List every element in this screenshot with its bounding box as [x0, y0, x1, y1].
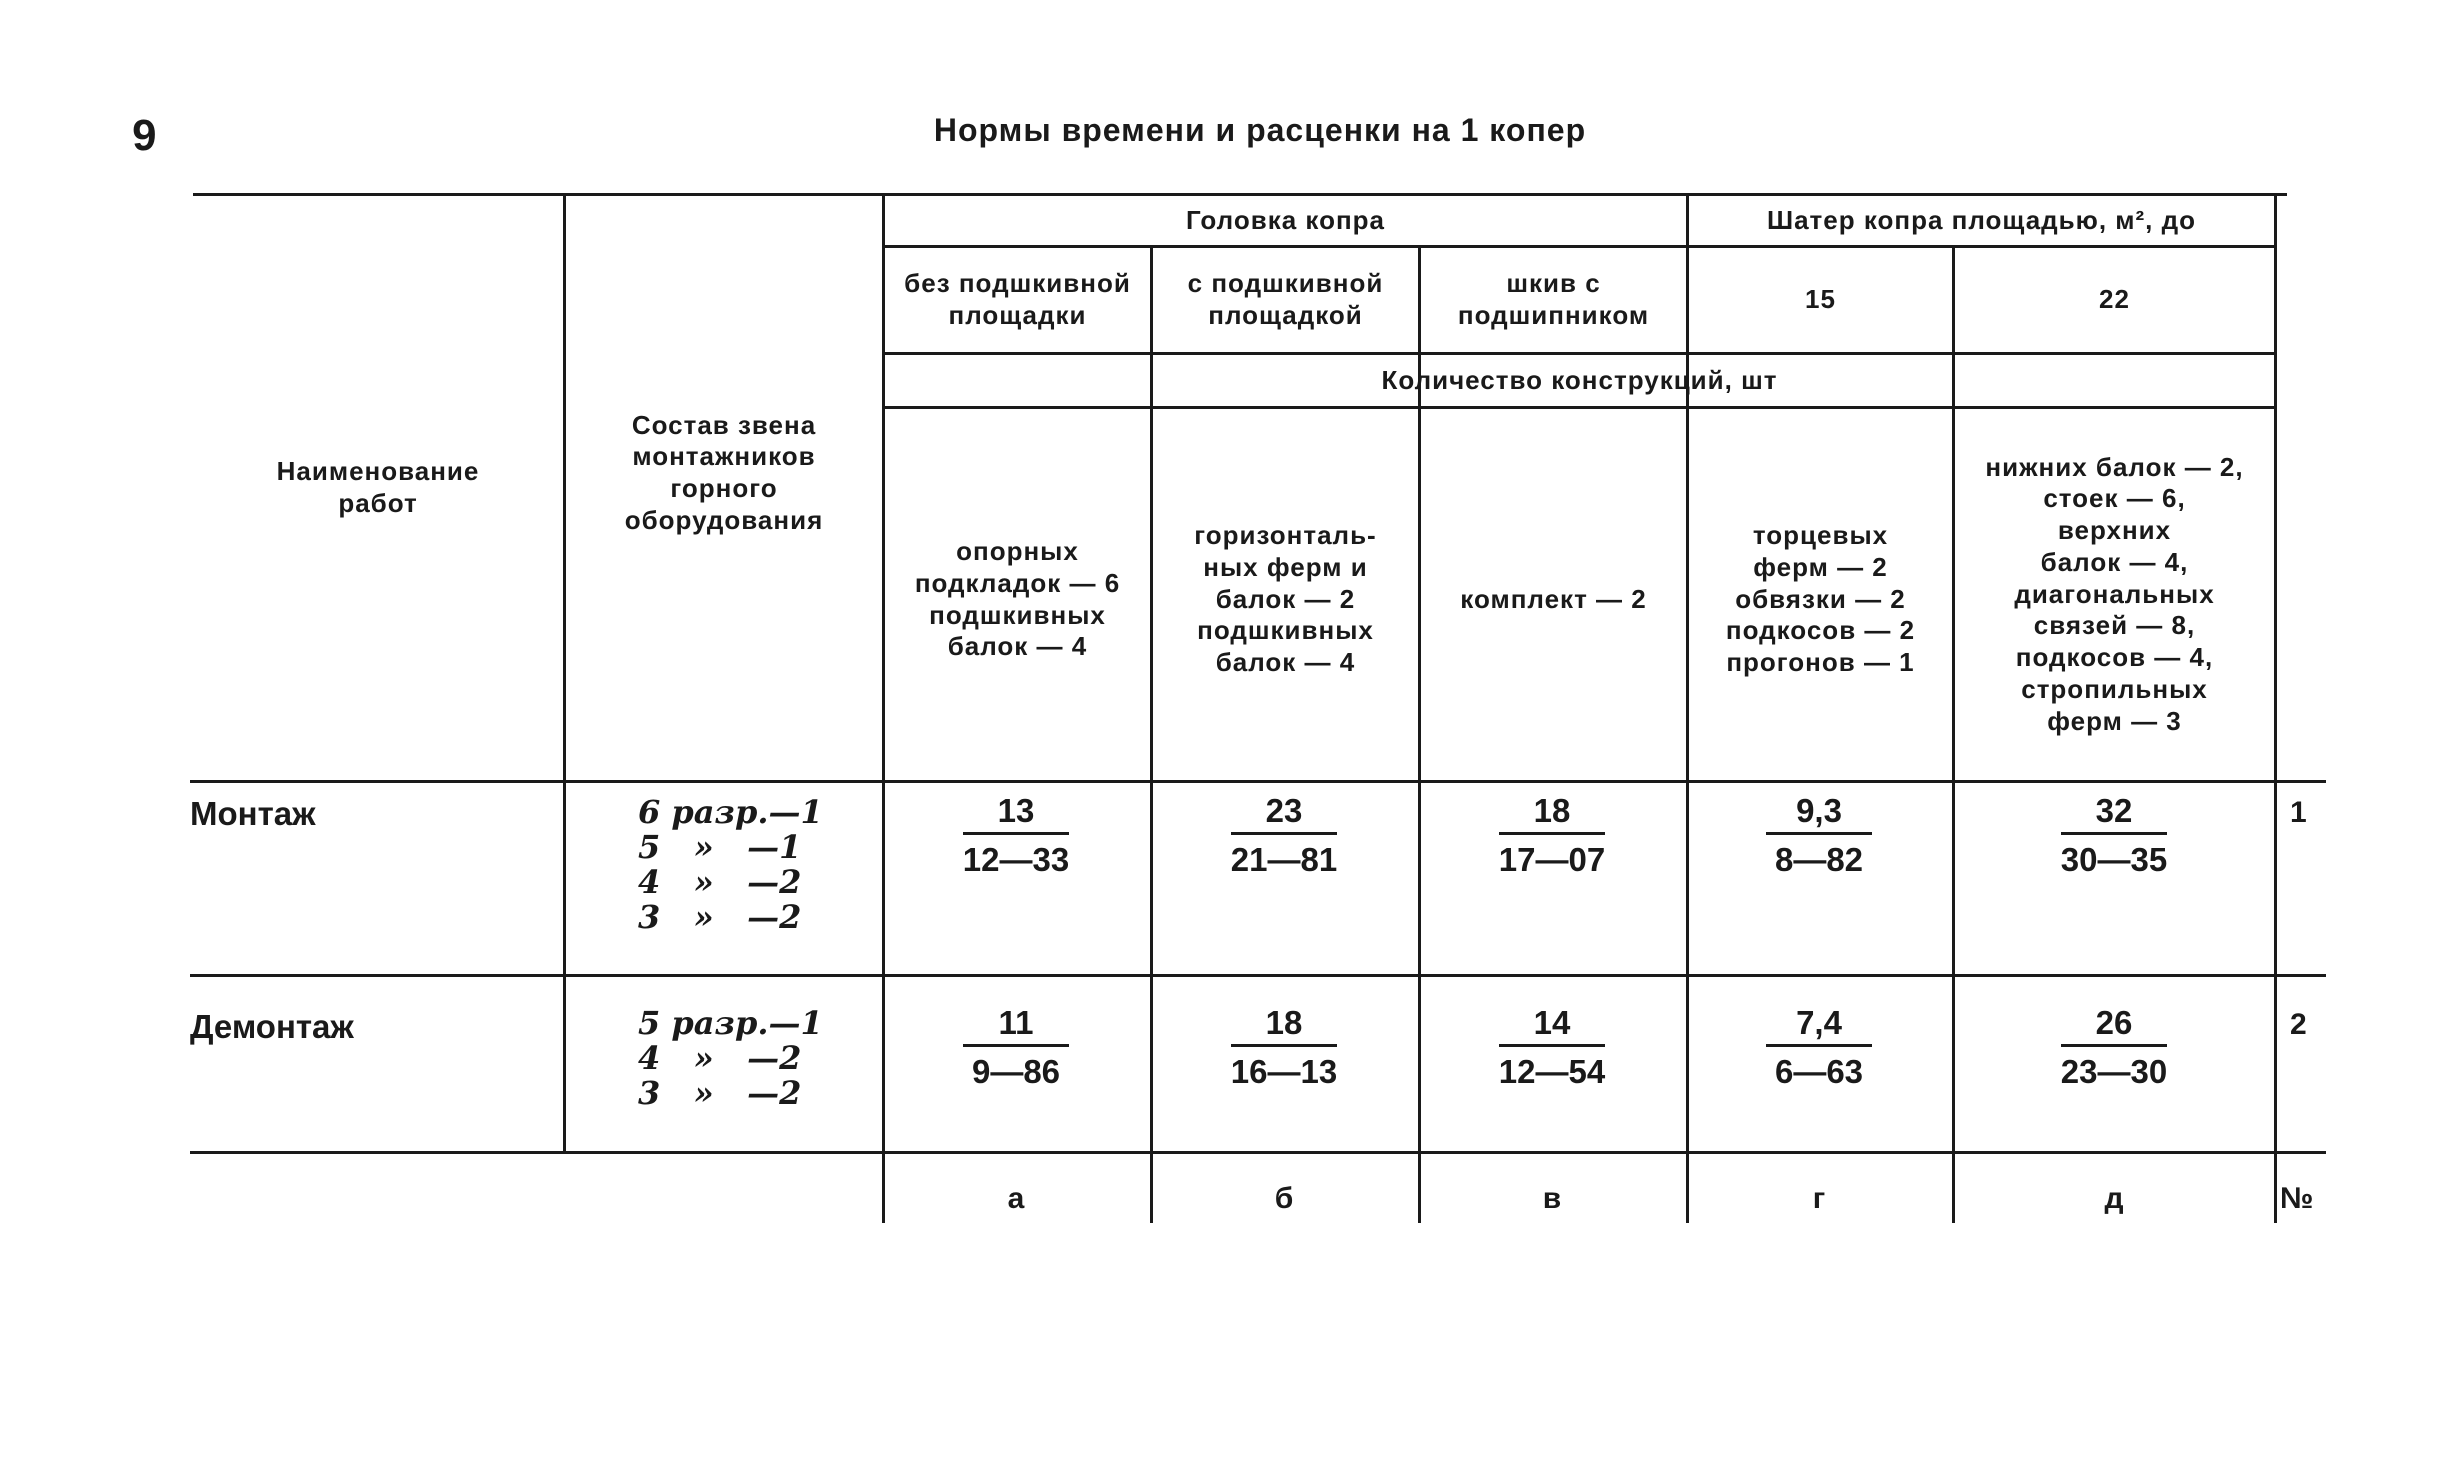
- header-col-d: 15: [1805, 284, 1836, 315]
- fraction-bar: [1231, 1044, 1337, 1047]
- row1-number: 1: [2290, 796, 2307, 829]
- price-value: 12—54: [1498, 1053, 1606, 1090]
- norm-value: 18: [1533, 792, 1571, 829]
- row2-value-b: [1154, 1004, 1414, 1091]
- fraction-bar: [963, 1044, 1069, 1047]
- crew-line: 5 разр.—1: [638, 1004, 823, 1042]
- price-value: 8—82: [1774, 841, 1864, 878]
- page-number: 6: [132, 110, 157, 159]
- norm-value: 23: [1265, 792, 1303, 829]
- row1-bottom-rule: [190, 974, 2326, 977]
- row2-number: 2: [2290, 1008, 2307, 1041]
- price-value: 30—35: [2060, 841, 2168, 878]
- header-quantity-label: Количество конструкций, шт: [1381, 364, 1778, 395]
- col-divider-number: [2274, 193, 2277, 1223]
- quantity-col-b: горизонталь- ных ферм и балок — 2 подшкивных балок — 4: [1194, 520, 1377, 678]
- header-crew: Состав звена монтажников горного оборудования: [624, 409, 824, 535]
- crew-line: 6 разр.—1: [638, 793, 823, 831]
- norm-value: 13: [997, 792, 1035, 829]
- price-value: 17—07: [1498, 841, 1606, 878]
- row1-value-a: [886, 792, 1146, 879]
- fraction-bar: [2061, 832, 2167, 835]
- price-value: 16—13: [1230, 1053, 1338, 1090]
- crew-line: 3 » —2: [638, 1074, 802, 1112]
- price-value: 9—86: [971, 1053, 1061, 1090]
- quantity-col-d: торцевых ферм — 2 обвязки — 2 подкосов — 2 прогонов — 1: [1725, 520, 1916, 678]
- norm-value: 32: [2095, 792, 2133, 829]
- row2-value-c: [1422, 1004, 1682, 1091]
- fraction-bar: [1499, 832, 1605, 835]
- norm-value: 18: [1265, 1004, 1303, 1041]
- fraction-bar: [1766, 832, 1872, 835]
- page-title: Нормы времени и расценки на 1 копер: [933, 112, 1587, 148]
- fraction-bar: [1766, 1044, 1872, 1047]
- row2-bottom-rule: [190, 1151, 2326, 1154]
- quantity-col-a: опорных подкладок — 6 подшкивных балок — 4: [914, 536, 1121, 662]
- fraction-bar: [1231, 832, 1337, 835]
- row1-value-c: [1422, 792, 1682, 879]
- number-label: №: [2280, 1182, 2314, 1215]
- header-col-e: 22: [2099, 284, 2130, 315]
- row2-crew: [638, 1006, 823, 1111]
- row1-crew: [638, 795, 823, 935]
- crew-line: 5 » —1: [638, 828, 802, 866]
- quantity-col-e: нижних балок — 2, стоек — 6, верхних балок — 4, диагональных связей — 8, подкосов — 4, стропильных ферм — 3: [1985, 451, 2244, 736]
- header-bottom-rule: [190, 780, 2326, 783]
- crew-line: 4 » —2: [638, 863, 802, 901]
- column-letter-d: г: [1812, 1182, 1826, 1215]
- column-letter-e: д: [2104, 1182, 2124, 1215]
- crew-line: 3 » —2: [638, 898, 802, 936]
- norm-value: 26: [2095, 1004, 2133, 1041]
- row2-value-e: [1984, 1004, 2244, 1091]
- header-group-head: Головка копра: [1185, 204, 1385, 235]
- price-value: 6—63: [1774, 1053, 1864, 1090]
- fraction-bar: [2061, 1044, 2167, 1047]
- column-letter-a: а: [1007, 1182, 1025, 1215]
- row1-value-d: [1689, 792, 1949, 879]
- header-col-c: шкив с подшипником: [1457, 268, 1650, 330]
- column-letter-c: в: [1542, 1182, 1562, 1215]
- price-value: 21—81: [1230, 841, 1338, 878]
- fraction-bar: [963, 832, 1069, 835]
- row2-value-a: [886, 1004, 1146, 1091]
- norm-value: 14: [1533, 1004, 1571, 1041]
- row2-value-d: [1689, 1004, 1949, 1091]
- header-col-a: без подшкивной площадки: [904, 268, 1131, 330]
- price-value: 12—33: [962, 841, 1070, 878]
- crew-line: 4 » —2: [638, 1039, 802, 1077]
- fraction-bar: [1499, 1044, 1605, 1047]
- row1-value-e: [1984, 792, 2244, 879]
- row1-value-b: [1154, 792, 1414, 879]
- header-work-name: Наименование работ: [276, 456, 480, 518]
- row2-work-name: Демонтаж: [190, 1008, 354, 1045]
- quantity-col-c: комплект — 2: [1460, 583, 1647, 614]
- norm-value: 9,3: [1796, 792, 1842, 829]
- header-group-tent: Шатер копра площадью, м², до: [1766, 204, 2197, 235]
- norm-value: 11: [998, 1004, 1034, 1041]
- price-value: 23—30: [2060, 1053, 2168, 1090]
- header-col-b: с подшкивной площадкой: [1187, 268, 1384, 330]
- norm-value: 7,4: [1796, 1004, 1842, 1041]
- row1-work-name: Монтаж: [190, 795, 316, 832]
- column-letter-b: б: [1274, 1182, 1294, 1215]
